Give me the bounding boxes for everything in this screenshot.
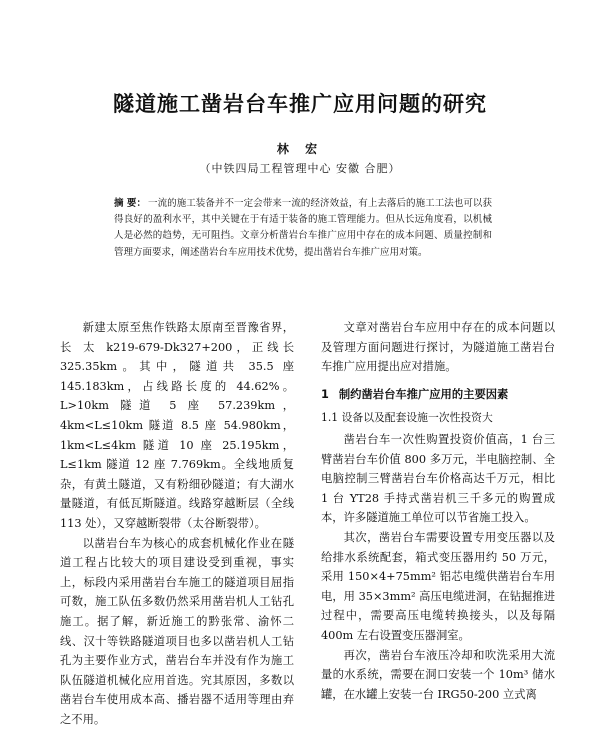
abstract-label: 摘 要：	[114, 198, 147, 209]
left-column	[60, 318, 294, 729]
right-paragraph-2: 凿岩台车一次性购置投资价值高，1 台三臂凿岩台车价值 800 多万元，半电脑控制、全电脑控制三臂凿岩台车价格高达千万元，相比 1 台 YT28 手持式凿岩机三千多元的购置成本，许多隧道施工单位可以节省施工投入。	[321, 432, 555, 525]
author-name: 林 宏	[276, 142, 324, 156]
right-paragraph-3: 其次，凿岩台车需要设置专用变压器以及给排水系统配套，箱式变压器用约 50 万元，采用 150×4+75mm² 铝芯电缆供凿岩台车用电，用 35×3mm² 高压电缆进洞，在钻掘推进过程中，需要高压电缆转换接头，以及每隔 400m 左右设置变压器洞室。	[321, 530, 555, 642]
right-column	[321, 318, 555, 704]
subsection-heading: 1.1 设备以及配套设施一次性投资大	[321, 411, 493, 425]
abstract	[114, 196, 492, 261]
section-title: 制约凿岩台车推广应用的主要因素	[338, 387, 509, 401]
section-heading	[321, 385, 555, 405]
right-paragraph-1: 文章对凿岩台车应用中存在的成本问题以及管理方面问题进行探讨，为隧道施工凿岩台车推广应用提出应对措施。	[321, 321, 555, 374]
left-paragraph-1: 新建太原至焦作铁路太原南至晋豫省界，长 太 k219-679-Dk327+200，正线长 325.35km。其中，隧道共 35.5 座 145.183km，占线路长度的 44.62%。L>10km 隧道 5 座 57.239km，4km<L≤10km 隧道 8.5 座 54.980km，1km<L≤4km 隧道 10 座 25.195km，L≤1km 隧道 12 座 7.769km。全线地质复杂，有黄土隧道，又有粉细砂隧道；有大湖水量隧道，有低瓦斯隧道。线路穿越断层（全线 113 处），又穿越断裂带（太谷断裂带）。	[60, 321, 294, 530]
section-number: 1	[321, 387, 329, 401]
paper-title: 隧道施工凿岩台车推广应用问题的研究	[113, 92, 487, 116]
right-paragraph-4: 再次，凿岩台车液压冷却和吹洗采用大流量的水系统，需要在洞口安装一个 10m³ 储水罐，在水罐上安装一台 IRG50-200 立式离	[321, 648, 555, 701]
left-paragraph-2: 以凿岩台车为核心的成套机械化作业在隧道工程占比较大的项目建设受到重视，事实上，标段内采用凿岩台车施工的隧道项目屈指可数，施工队伍多数仍然采用凿岩机人工钻孔施工。据了解，新近施工的黔张常、渝怀二线、汉十等铁路隧道项目也多以凿岩机人工钻孔为主要作业方式，凿岩台车并没有作为施工队伍隧道机械化应用首选。究其原因，多数以凿岩台车使用成本高、播岩器不适用等理由弃之不用。	[60, 536, 294, 726]
author-affiliation: （中铁四局工程管理中心 安徽 合肥）	[199, 162, 401, 175]
abstract-text: 一流的施工装备并不一定会带来一流的经济效益，有上去落后的施工工法也可以获得良好的盈利水平，其中关键在于有适于装备的施工管理能力。但从长远角度看，以机械人是必然的趋势，无可阻挡。文章分析凿岩台车推广应用中存在的成本问题、质量控制和管理方面要求，阐述凿岩台车应用技术优势，提出凿岩台车推广应用对策。	[114, 198, 492, 258]
